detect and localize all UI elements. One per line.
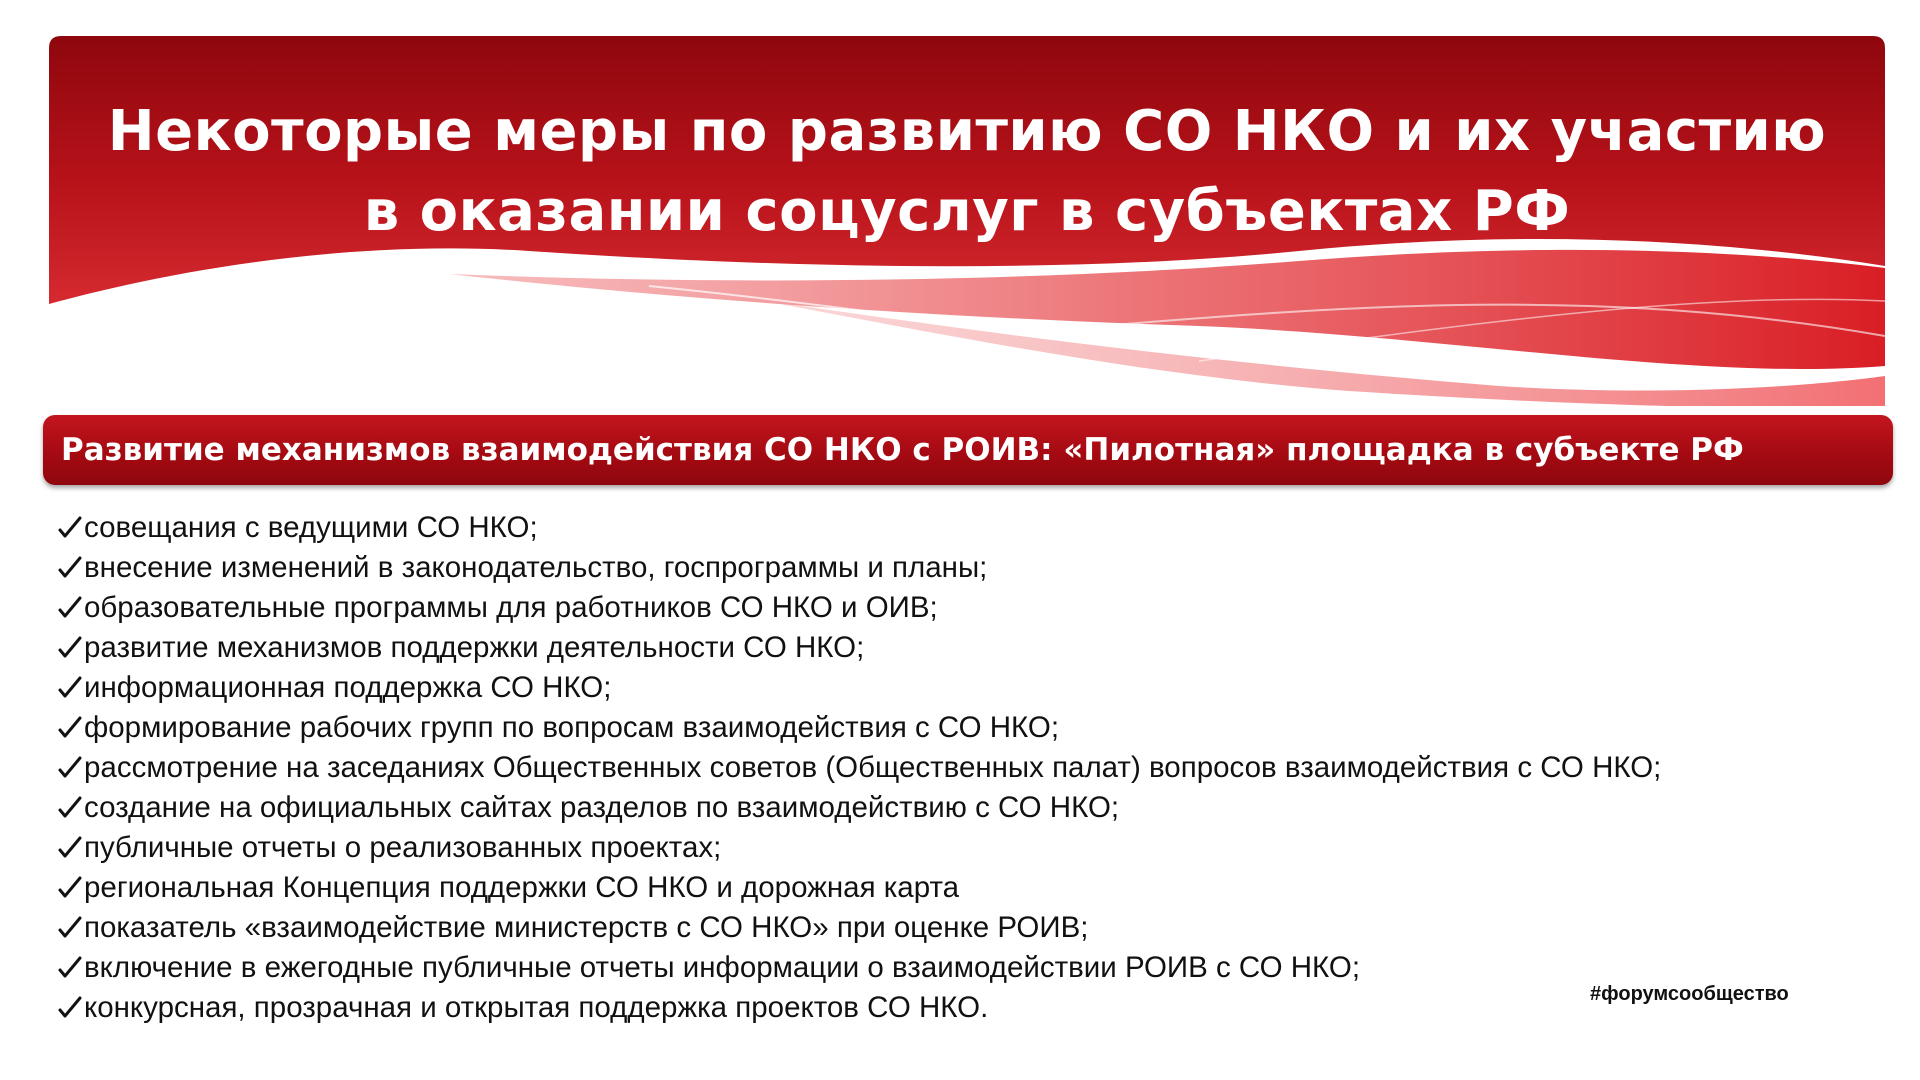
list-item-text: рассмотрение на заседаниях Общественных советов (Общественных палат) вопросов взаимодействия с СО НКО; bbox=[84, 751, 1662, 784]
checkmark-icon bbox=[58, 874, 82, 902]
checkmark-icon bbox=[58, 714, 82, 742]
list-item-text: совещания с ведущими СО НКО; bbox=[84, 511, 538, 544]
list-item-text: создание на официальных сайтах разделов по взаимодействию с СО НКО; bbox=[84, 791, 1120, 824]
page-title-line-1: Некоторые меры по развитию СО НКО и их участию bbox=[107, 99, 1827, 164]
list-item bbox=[58, 708, 1661, 748]
list-item bbox=[58, 788, 1661, 828]
list-item-text: региональная Концепция поддержки СО НКО и дорожная карта bbox=[84, 871, 960, 904]
list-item-text: информационная поддержка СО НКО; bbox=[84, 671, 612, 704]
checkmark-icon bbox=[58, 914, 82, 942]
section-title: Развитие механизмов взаимодействия СО НКО с РОИВ: «Пилотная» площадка в субъекте РФ bbox=[61, 432, 1744, 468]
list-item-text: образовательные программы для работников СО НКО и ОИВ; bbox=[84, 591, 938, 624]
list-item-text: развитие механизмов поддержки деятельности СО НКО; bbox=[84, 631, 865, 664]
list-item bbox=[58, 828, 1661, 868]
list-item bbox=[58, 748, 1661, 788]
list-item-text: конкурсная, прозрачная и открытая поддержка проектов СО НКО. bbox=[84, 991, 989, 1024]
list-item-text: формирование рабочих групп по вопросам взаимодействия с СО НКО; bbox=[84, 711, 1060, 744]
checkmark-icon bbox=[58, 754, 82, 782]
measures-checklist bbox=[58, 508, 1661, 1028]
list-item bbox=[58, 508, 1661, 548]
list-item bbox=[58, 908, 1661, 948]
list-item bbox=[58, 988, 1661, 1028]
list-item bbox=[58, 668, 1661, 708]
list-item-text: публичные отчеты о реализованных проектах; bbox=[84, 831, 722, 864]
page-title-line-2: в оказании соцуслуг в субъектах РФ bbox=[363, 179, 1571, 244]
list-item bbox=[58, 588, 1661, 628]
checkmark-icon bbox=[58, 834, 82, 862]
checkmark-icon bbox=[58, 994, 82, 1022]
list-item-text: внесение изменений в законодательство, госпрограммы и планы; bbox=[84, 551, 988, 584]
hashtag-label: #форумсообщество bbox=[1590, 983, 1789, 1005]
list-item bbox=[58, 628, 1661, 668]
section-header-bar bbox=[43, 415, 1893, 485]
list-item bbox=[58, 948, 1661, 988]
checkmark-icon bbox=[58, 514, 82, 542]
list-item-text: показатель «взаимодействие министерств с СО НКО» при оценке РОИВ; bbox=[84, 911, 1089, 944]
list-item-text: включение в ежегодные публичные отчеты информации о взаимодействии РОИВ с СО НКО; bbox=[84, 951, 1361, 984]
list-item bbox=[58, 548, 1661, 588]
checkmark-icon bbox=[58, 794, 82, 822]
checkmark-icon bbox=[58, 554, 82, 582]
checkmark-icon bbox=[58, 954, 82, 982]
checkmark-icon bbox=[58, 674, 82, 702]
checkmark-icon bbox=[58, 594, 82, 622]
list-item bbox=[58, 868, 1661, 908]
page-title bbox=[49, 92, 1885, 252]
checkmark-icon bbox=[58, 634, 82, 662]
